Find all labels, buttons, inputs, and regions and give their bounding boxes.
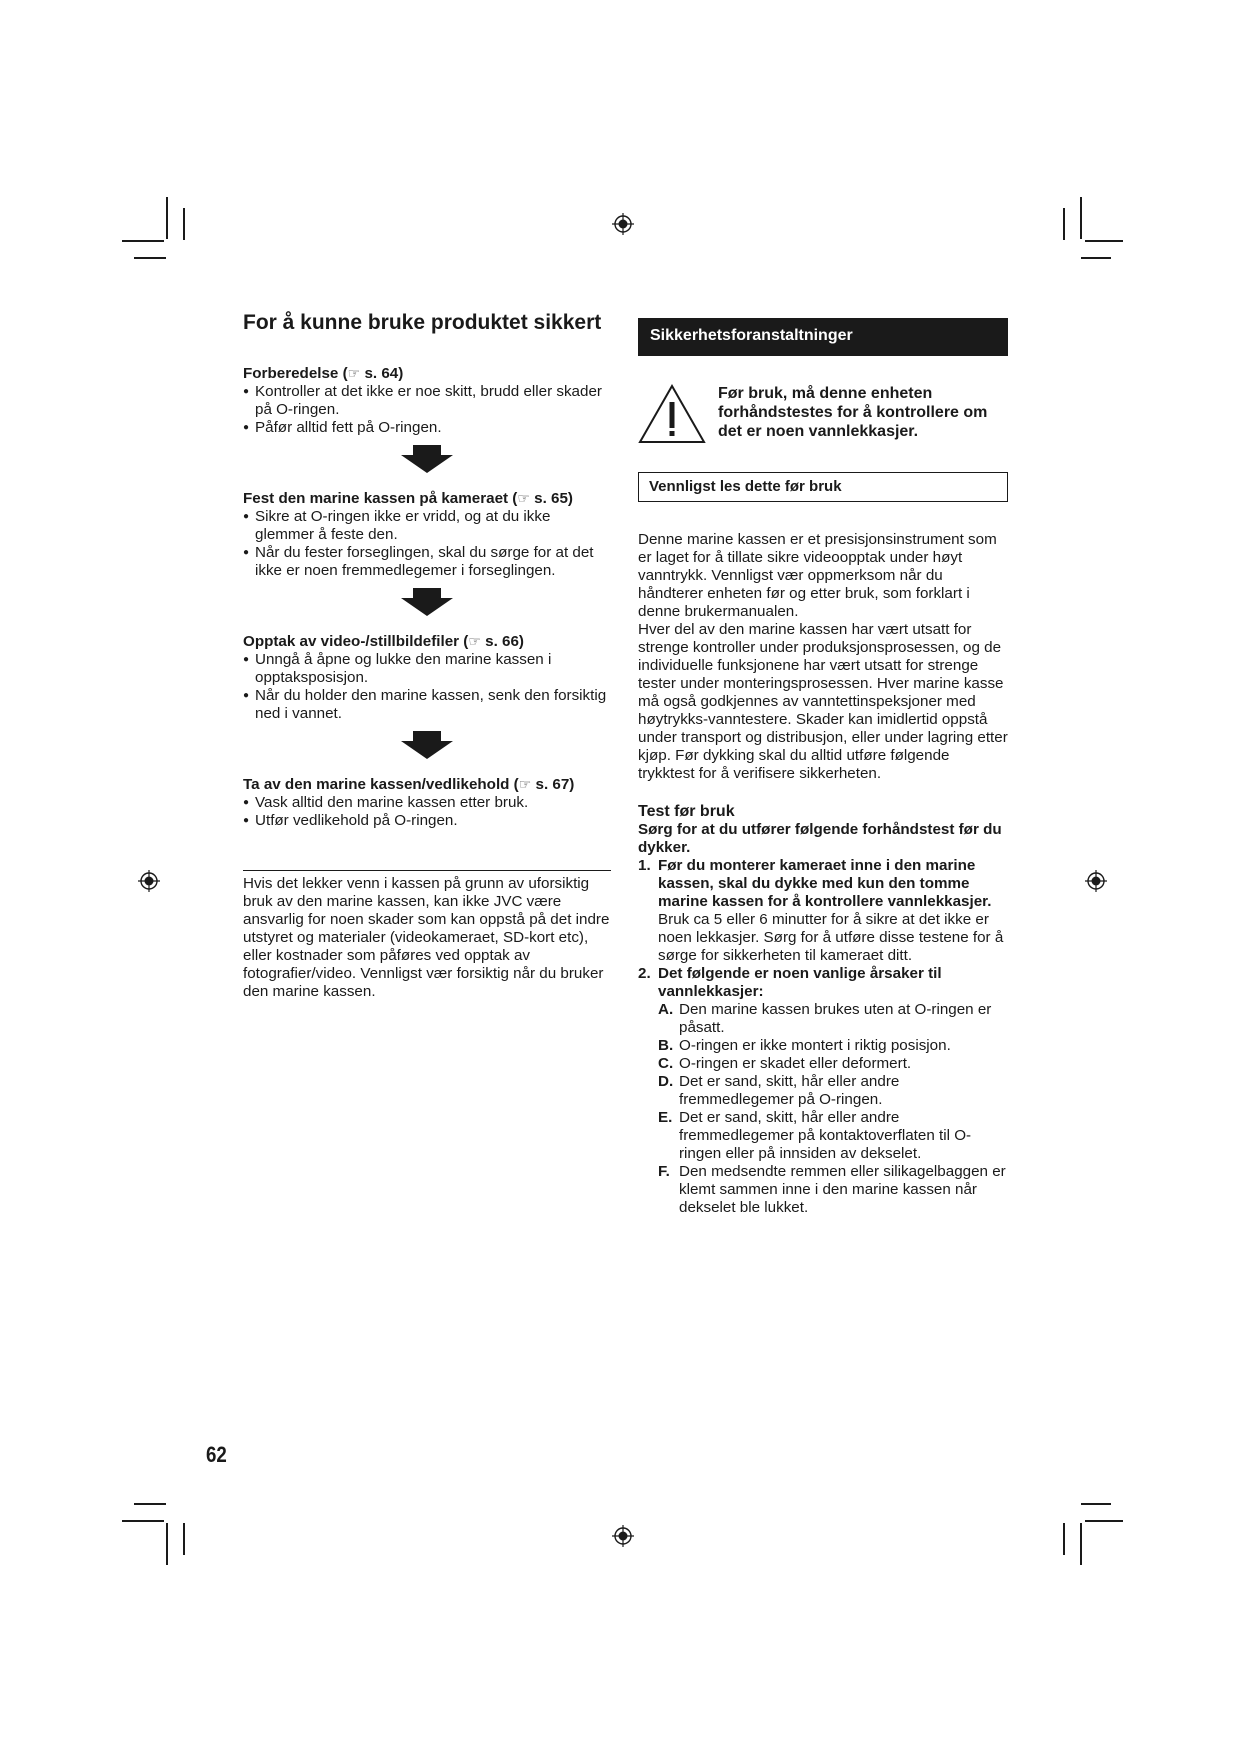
bullet-list (243, 383, 611, 437)
pointing-hand-icon: ☞ (518, 776, 532, 792)
crop-mark (166, 1523, 168, 1565)
test-title: Test før bruk (638, 803, 735, 820)
crop-mark (1080, 1523, 1082, 1565)
list-item (658, 1073, 1008, 1109)
registration-mark-icon (612, 213, 634, 235)
down-arrow-icon (401, 731, 453, 759)
section-heading (243, 775, 611, 794)
step-number: 1. (638, 857, 651, 874)
bullet-list (243, 651, 611, 723)
item-letter: D. (658, 1073, 674, 1090)
intro-paragraph: Denne marine kassen er et presisjonsinstrument som er laget for å tillate sikre videoopptak under høyt vanntrykk. Vennligst vær oppmerksom når du håndterer enheten før og etter bruk, som forklart i denne brukermanualen. Hver del av den marine kassen har vært utsatt for strenge kontroller under produksjonsprosessen, og de individuelle funksjonene har vært utsatt for strenge tester under monteringsprosessen. Hver marine kasse må også godkjennes av vanntettinspeksjoner med høytrykks-vanntestere. Skader kan imidlertid oppstå under transport og distribusjon, eller under lagring etter kjøp. Før dykking skal du alltid utføre følgende trykktest for å verifisere sikkerheten. (638, 531, 1008, 782)
section-heading (243, 489, 611, 508)
crop-mark (134, 257, 166, 259)
registration-mark-icon (612, 1525, 634, 1547)
crop-mark (1085, 240, 1123, 242)
crop-mark (1080, 197, 1082, 239)
section-removal-maintenance (243, 775, 611, 830)
down-arrow-icon (401, 588, 453, 616)
item-text: Den medsendte remmen eller silikagelbaggen er klemt sammen inne i den marine kassen når dekselet ble lukket. (679, 1163, 1006, 1216)
step-text: Bruk ca 5 eller 6 minutter for å sikre at det ikke er noen lekkasjer. Sørg for å utføre disse testene for å sørge for sikkerheten til kameraet ditt. (658, 911, 1004, 964)
crop-mark (1081, 257, 1111, 259)
step-item (638, 965, 1008, 1217)
item-letter: B. (658, 1037, 674, 1054)
disclaimer: Hvis det lekker venn i kassen på grunn av uforsiktig bruk av den marine kassen, kan ikke JVC være ansvarlig for noen skader som kan oppstå på det indre utstyret og materialer (videokameraet, SD-kort etc), eller kostnader som påføres ved opptak av fotografier/video. Vennligst vær forsiktig når du bruker den marine kassen. (243, 875, 610, 1000)
step-item (638, 857, 1008, 965)
divider (243, 870, 611, 871)
item-letter: C. (658, 1055, 674, 1072)
page-ref: s. 65) (534, 490, 573, 507)
crop-mark (134, 1503, 166, 1505)
item-text: Det er sand, skitt, hår eller andre fremmedlegemer på kontaktoverflaten til O-ringen eller på innsiden av dekselet. (679, 1109, 972, 1162)
bullet-list (243, 508, 611, 580)
list-item: ● Utfør vedlikehold på O-ringen. (243, 812, 611, 830)
heading-text: Fest den marine kassen på kameraet ( (243, 490, 518, 507)
heading-text: Forberedelse ( (243, 365, 348, 382)
list-item (658, 1037, 1008, 1055)
list-item: ● Når du holder den marine kassen, senk den forsiktig ned i vannet. (243, 687, 611, 723)
registration-mark-icon (138, 870, 160, 892)
pointing-hand-icon: ☞ (517, 490, 530, 506)
down-arrow-icon (401, 445, 453, 473)
list-item: ● Kontroller at det ikke er noe skitt, brudd eller skader på O-ringen. (243, 383, 611, 419)
warning-block (638, 384, 1008, 444)
pointing-hand-icon: ☞ (347, 365, 361, 381)
item-text: O-ringen er ikke montert i riktig posisjon. (679, 1037, 951, 1054)
crop-mark (122, 240, 164, 242)
left-column (243, 310, 611, 1001)
right-column (638, 318, 1008, 1217)
step-number: 2. (638, 965, 651, 982)
test-intro: Sørg for at du utfører følgende forhåndstest før du dykker. (638, 821, 1002, 856)
list-item (658, 1001, 1008, 1037)
boxed-heading: Vennligst les dette før bruk (638, 472, 1008, 502)
list-item: ● Unngå å åpne og lukke den marine kassen i opptaksposisjon. (243, 651, 611, 687)
list-item: ● Påfør alltid fett på O-ringen. (243, 419, 611, 437)
section-preparation (243, 364, 611, 437)
item-text: Det er sand, skitt, hår eller andre fremmedlegemer på O-ringen. (679, 1073, 900, 1108)
list-item (658, 1163, 1008, 1217)
crop-mark (1063, 1523, 1065, 1555)
causes-list (658, 1001, 1008, 1217)
list-item (658, 1109, 1008, 1163)
list-item: ● Vask alltid den marine kassen etter bruk. (243, 794, 611, 812)
heading-text: Opptak av video-/stillbildefiler ( (243, 633, 469, 650)
crop-mark (122, 1520, 164, 1522)
page-title: For å kunne bruke produktet sikkert (243, 311, 602, 334)
crop-mark (183, 208, 185, 240)
item-text: Den marine kassen brukes uten at O-ringen er påsatt. (679, 1001, 992, 1036)
list-item: ● Når du fester forseglingen, skal du sørge for at det ikke er noen fremmedlegemer i forseglingen. (243, 544, 611, 580)
item-letter: E. (658, 1109, 673, 1126)
crop-mark (1063, 208, 1065, 240)
crop-mark (166, 197, 168, 239)
item-letter: F. (658, 1163, 670, 1180)
bullet-list (243, 794, 611, 830)
page-number: 62 (206, 1442, 227, 1467)
crop-mark (183, 1523, 185, 1555)
section-heading (243, 632, 611, 651)
crop-mark (1085, 1520, 1123, 1522)
warning-triangle-icon (638, 384, 706, 444)
list-item: ● Sikre at O-ringen ikke er vridd, og at du ikke glemmer å feste den. (243, 508, 611, 544)
warning-text: Før bruk, må denne enheten forhåndstestes for å kontrollere om det er noen vannlekkasjer. (718, 385, 988, 440)
page-ref: s. 64) (364, 365, 404, 382)
test-steps (638, 857, 1008, 1217)
section-mount-camera (243, 489, 611, 580)
page-ref: s. 66) (485, 633, 524, 650)
list-item (658, 1055, 1008, 1073)
pointing-hand-icon: ☞ (468, 633, 481, 649)
step-bold-text: Det følgende er noen vanlige årsaker til vannlekkasjer: (658, 965, 942, 1000)
step-bold-text: Før du monterer kameraet inne i den marine kassen, skal du dykke med kun den tomme marine kassen for å kontrollere vannlekkasjer. (658, 857, 992, 910)
item-text: O-ringen er skadet eller deformert. (679, 1055, 912, 1072)
heading-text: Ta av den marine kassen/vedlikehold ( (243, 776, 519, 793)
crop-mark (1081, 1503, 1111, 1505)
section-header: Sikkerhetsforanstaltninger (638, 318, 1008, 356)
registration-mark-icon (1085, 870, 1107, 892)
section-recording (243, 632, 611, 723)
item-letter: A. (658, 1001, 674, 1018)
section-heading (243, 364, 611, 383)
page-ref: s. 67) (535, 776, 575, 793)
